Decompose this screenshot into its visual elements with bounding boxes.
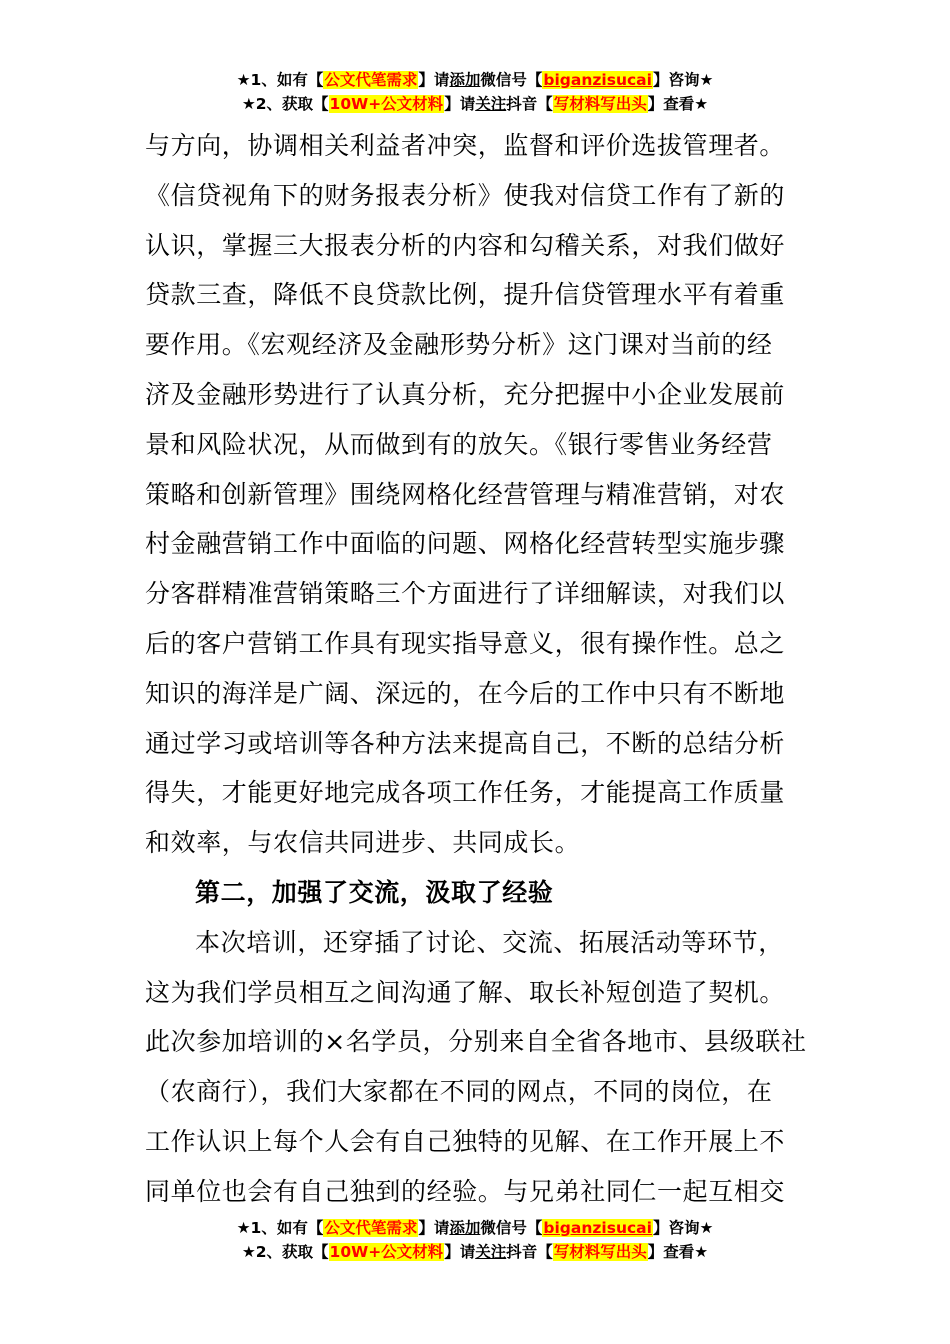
paragraph-line: 策略和创新管理》围绕网格化经营管理与精准营销，对农 [145,479,786,509]
banner-emphasis: 关注 [475,95,507,113]
banner-text: ★2、获取【 [241,95,329,113]
paragraph-line: 和效率，与农信共同进步、共同成长。 [145,828,581,858]
banner-text: 】请 [418,1219,450,1237]
banner-line-2 [0,92,950,116]
paragraph-line: 知识的海洋是广阔、深远的，在今后的工作中只有不断地 [145,678,786,708]
banner-text: 】查看★ [647,1243,709,1261]
paragraph-line: （农商行），我们大家都在不同的网点，不同的岗位，在 [145,1077,773,1107]
banner-text: 抖音【 [506,95,553,113]
paragraph-line: 景和风险状况，从而做到有的放矢。《银行零售业务经营 [145,429,773,459]
footer-banner [0,1216,950,1264]
banner-text: 】咨询★ [652,1219,714,1237]
paragraph-line: 同单位也会有自己独到的经验。与兄弟社同仁一起互相交 [145,1176,786,1206]
paragraph-line: 通过学习或培训等各种方法来提高自己，不断的总结分析 [145,728,786,758]
paragraph-line: 《信贷视角下的财务报表分析》使我对信贷工作有了新的 [145,180,786,210]
banner-emphasis: 添加 [449,71,481,89]
wechat-id-link[interactable]: biganzisucai [543,1219,652,1237]
douyin-account-highlight: 写材料写出头 [553,1243,647,1261]
paragraph-line: 这为我们学员相互之间沟通了解、取长补短创造了契机。 [145,977,786,1007]
banner-emphasis: 添加 [449,1219,481,1237]
section-heading: 第二，加强了交流，汲取了经验 [195,877,554,907]
header-banner [0,68,950,116]
paragraph-line: 本次培训，还穿插了讨论、交流、拓展活动等环节， [195,927,784,957]
paragraph-line: 村金融营销工作中面临的问题、网格化经营转型实施步骤 [145,529,786,559]
banner-text: 】请 [444,1243,476,1261]
banner-text: ★2、获取【 [241,1243,329,1261]
banner-line-1 [0,1216,950,1240]
paragraph-line: 得失，才能更好地完成各项工作任务，才能提高工作质量 [145,778,786,808]
wechat-id-link[interactable]: biganzisucai [543,71,652,89]
service-highlight: 公文代笔需求 [324,1219,418,1237]
offer-highlight: 10W+公文材料 [329,95,444,113]
banner-text: 抖音【 [506,1243,553,1261]
service-highlight: 公文代笔需求 [324,71,418,89]
douyin-account-highlight: 写材料写出头 [553,95,647,113]
paragraph-line: 要作用。《宏观经济及金融形势分析》这门课对当前的经 [145,330,773,360]
banner-text: ★1、如有【 [236,1219,324,1237]
banner-text: 微信号【 [480,1219,543,1237]
banner-text: 】请 [418,71,450,89]
banner-text: 】请 [444,95,476,113]
paragraph-line: 分客群精准营销策略三个方面进行了详细解读，对我们以 [145,579,786,609]
paragraph-line: 此次参加培训的×名学员，分别来自全省各地市、县级联社 [145,1027,807,1057]
paragraph-line: 济及金融形势进行了认真分析，充分把握中小企业发展前 [145,379,786,409]
paragraph-line: 工作认识上每个人会有自己独特的见解、在工作开展上不 [145,1126,786,1156]
paragraph-line: 与方向，协调相关利益者冲突，监督和评价选拔管理者。 [145,131,786,160]
paragraph-line: 贷款三查，降低不良贷款比例，提升信贷管理水平有着重 [145,280,786,310]
banner-text: 微信号【 [480,71,543,89]
banner-emphasis: 关注 [475,1243,507,1261]
banner-line-1 [0,68,950,92]
paragraph-line: 后的客户营销工作具有现实指导意义，很有操作性。总之 [145,628,786,658]
banner-text: ★1、如有【 [236,71,324,89]
banner-text: 】咨询★ [652,71,714,89]
document-body [145,121,805,1217]
banner-line-2 [0,1240,950,1264]
paragraph-line: 认识，掌握三大报表分析的内容和勾稽关系，对我们做好 [145,230,786,260]
banner-text: 】查看★ [647,95,709,113]
offer-highlight: 10W+公文材料 [329,1243,444,1261]
